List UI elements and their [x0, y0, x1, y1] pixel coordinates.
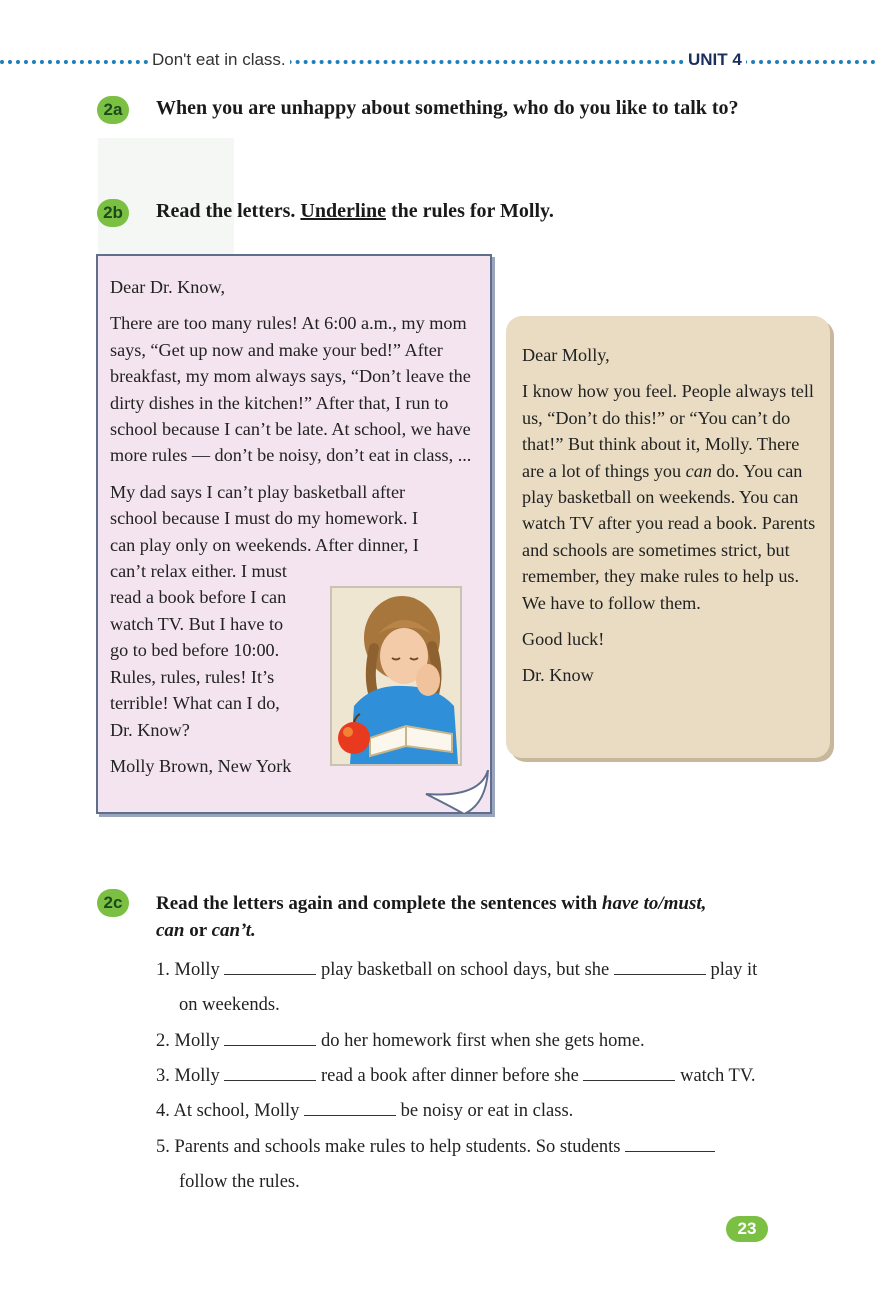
girl-reading-photo [330, 586, 462, 766]
girl-reading-illustration [332, 588, 460, 764]
letter-line: Dr. Know? [110, 719, 190, 740]
letter-line: read a book before I can [110, 587, 287, 608]
page-curl-decoration [420, 770, 490, 814]
section-2a-question: When you are unhappy about something, who do you like to talk to? [156, 97, 739, 119]
item-text: play basketball on school days, but she [320, 960, 610, 980]
letter-signature: Dr. Know [522, 665, 594, 686]
answer-blank[interactable] [583, 1079, 675, 1081]
letter-emphasis: can [685, 460, 712, 481]
letter-from-dr-know [506, 316, 830, 758]
header-unit: UNIT 4 [684, 50, 746, 70]
item-text: read a book after dinner before she [320, 1066, 579, 1086]
answer-blank[interactable] [625, 1150, 715, 1152]
item-text: Molly [174, 960, 220, 980]
exercise-item-5-continued: follow the rules. [179, 1172, 300, 1192]
letter-text: do. You can play basketball on weekends. You can watch TV after you read a book. Parents and schools are sometimes strict, but remember, they make rules to help us. We have to follow them. [522, 460, 816, 613]
exercise-item-2 [156, 1031, 645, 1052]
letter-line: watch TV. But I have to [110, 613, 284, 634]
exercise-item-1 [156, 960, 757, 981]
instruction-text: Read the letters. [156, 200, 296, 222]
instruction-emphasis: can’t. [211, 920, 256, 941]
letter-line: can’t relax either. I must [110, 561, 287, 582]
letter-line: My dad says I can’t play basketball after [110, 481, 406, 502]
item-text: At school, Molly [173, 1101, 300, 1121]
section-2b-instruction [156, 200, 554, 223]
item-number: 5. [156, 1137, 170, 1157]
answer-blank[interactable] [224, 1044, 316, 1046]
letter-greeting: Dear Dr. Know, [110, 277, 225, 297]
item-text: Parents and schools make rules to help students. So students [174, 1137, 621, 1157]
answer-blank[interactable] [614, 973, 706, 975]
item-number: 3. [156, 1066, 170, 1086]
item-text: Molly [174, 1066, 220, 1086]
item-text: watch TV. [680, 1066, 756, 1086]
instruction-text: the rules for Molly. [390, 200, 554, 222]
answer-blank[interactable] [224, 1079, 316, 1081]
item-number: 1. [156, 960, 170, 980]
section-badge-2a: 2a [97, 96, 129, 124]
answer-blank[interactable] [224, 973, 316, 975]
item-number: 4. [156, 1101, 170, 1121]
section-badge-2c: 2c [97, 889, 129, 917]
letter-greeting: Dear Molly, [522, 345, 610, 365]
exercise-item-3 [156, 1066, 755, 1087]
exercise-item-1-continued: on weekends. [179, 995, 280, 1015]
answer-blank[interactable] [304, 1114, 396, 1116]
item-text: Molly [174, 1031, 220, 1051]
letter-line: Rules, rules, rules! It’s [110, 666, 275, 687]
item-text: do her homework first when she gets home. [320, 1031, 645, 1051]
instruction-emphasis: can [156, 920, 185, 941]
letter-from-dr-know-body [522, 342, 820, 689]
section-2c-instruction [156, 890, 776, 944]
letter-line: can play only on weekends. After dinner, I [110, 534, 419, 555]
letter-text: I know how you feel. People always tell us, “Don’t do this!” or “You can’t do that!” But think about it, Molly. There are a lot of things you [522, 381, 814, 481]
item-number: 2. [156, 1031, 170, 1051]
section-badge-2b: 2b [97, 199, 129, 227]
page-number: 23 [726, 1216, 768, 1242]
item-text: play it [710, 960, 758, 980]
letter-signature: Molly Brown, New York [110, 755, 292, 776]
header-topic: Don't eat in class. [148, 50, 290, 70]
item-text: be noisy or eat in class. [400, 1101, 574, 1121]
letter-line: go to bed before 10:00. [110, 640, 280, 661]
exercise-item-5 [156, 1137, 715, 1158]
instruction-emphasis: have to/must, [601, 893, 707, 914]
letter-paragraph: There are too many rules! At 6:00 a.m., my mom says, “Get up now and make your bed!” After breakfast, my mom always says, “Don’t leave the dirty dishes in the kitchen!” After that, I run to school because I can’t be late. At school, we have more rules — don’t be noisy, don’t eat in class, ... [110, 313, 472, 466]
letter-paragraph [522, 378, 820, 616]
instruction-text: or [184, 920, 212, 941]
exercise-item-4 [156, 1101, 573, 1122]
letter-line: school because I must do my homework. I [110, 508, 419, 529]
letter-closing: Good luck! [522, 629, 605, 650]
instruction-text: Read the letters again and complete the sentences with [156, 893, 602, 914]
instruction-underline-word: Underline [300, 200, 386, 222]
letter-line: terrible! What can I do, [110, 693, 280, 714]
